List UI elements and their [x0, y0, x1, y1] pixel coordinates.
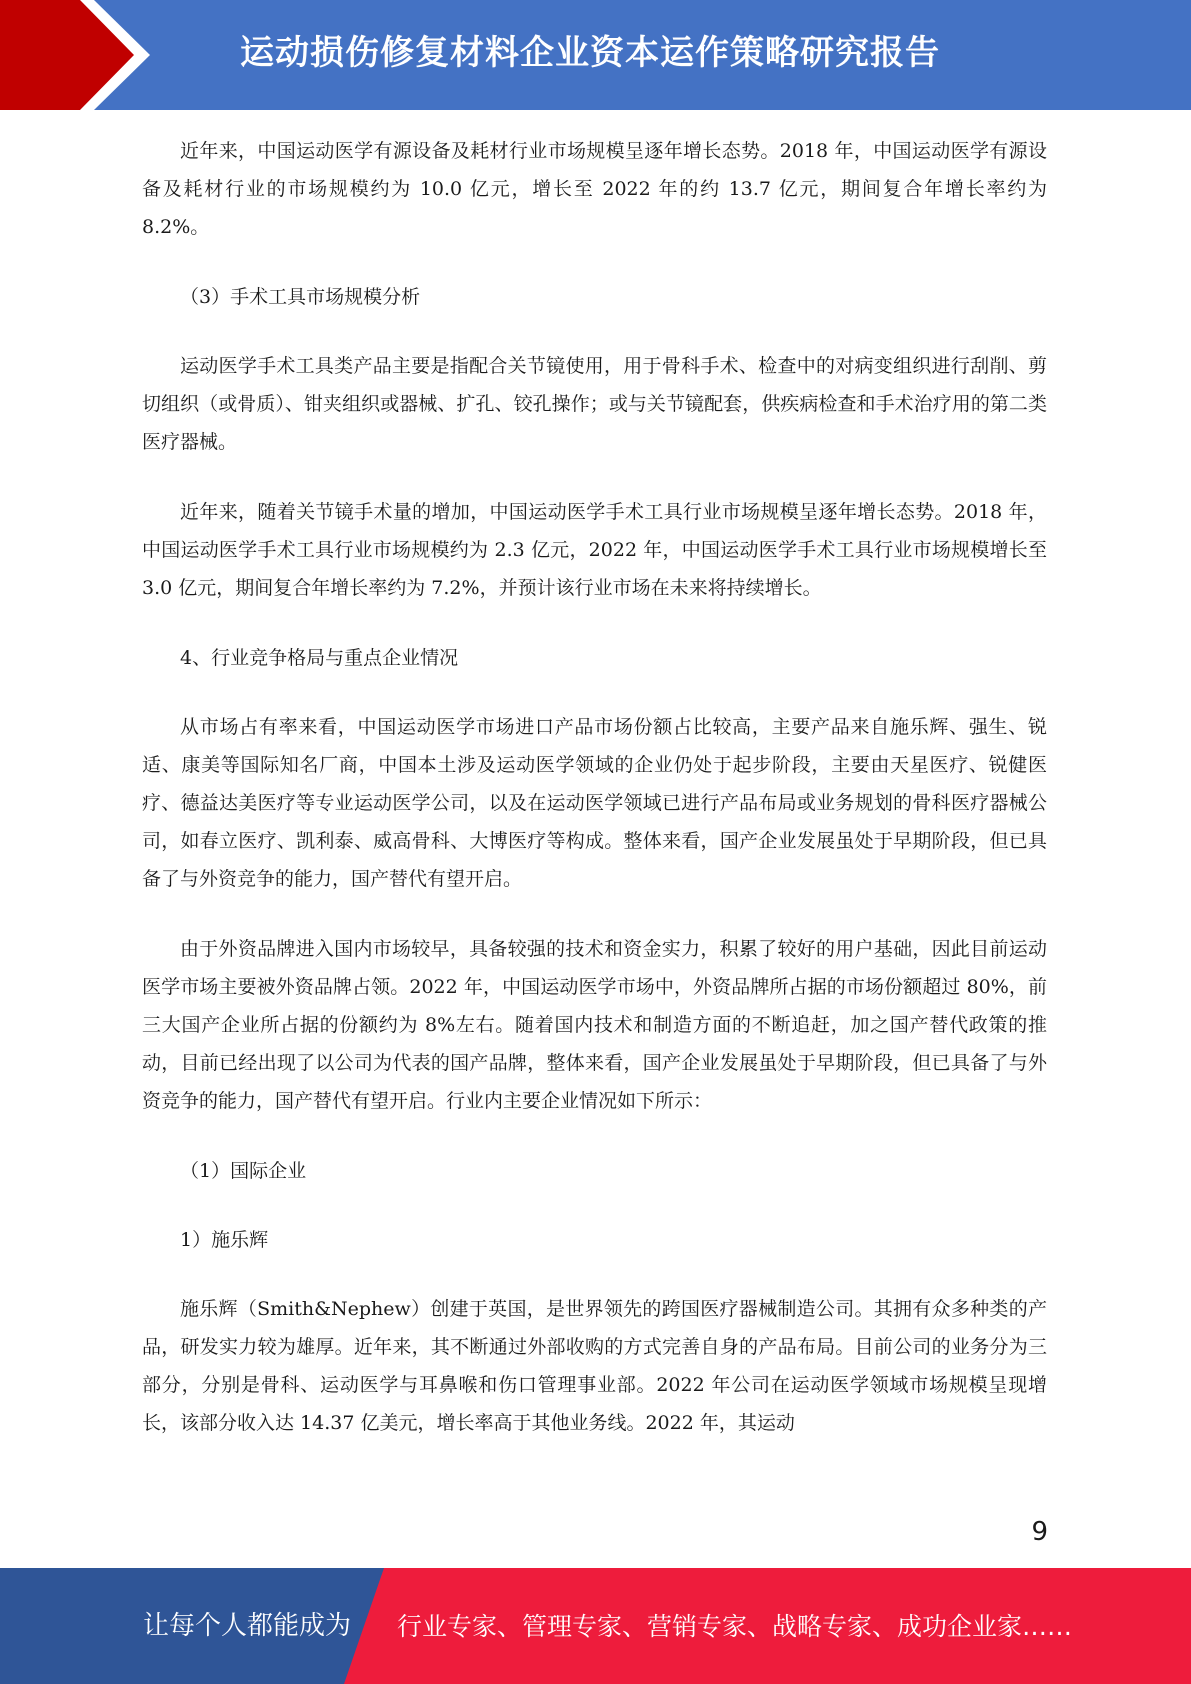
heading-international-companies: （1）国际企业 [180, 1160, 307, 1182]
paragraph-smith-nephew-profile: 施乐辉（Smith&Nephew）创建于英国，是世界领先的跨国医疗器械制造公司。其拥有众多种类的产品，研发实力较为雄厚。近年来，其不断通过外部收购的方式完善自身的产品布局。目前公司的业务分为三部分，分别是骨科、运动医学与耳鼻喉和伤口管理事业部。2022 年公司在运动医学领域市场规模呈现增长，该部分收入达 14.37 亿美元，增长率高于其他业务线。2022 年，其运动 [142, 1298, 1047, 1434]
report-title: 运动损伤修复材料企业资本运作策略研究报告 [240, 33, 940, 73]
header-banner [0, 0, 1191, 110]
heading-competition-landscape: 4、行业竞争格局与重点企业情况 [180, 647, 459, 669]
paragraph-surgical-tools-growth: 近年来，随着关节镜手术量的增加，中国运动医学手术工具行业市场规模呈逐年增长态势。2018 年，中国运动医学手术工具行业市场规模约为 2.3 亿元，2022 年，中国运动医学手术工具行业市场规模增长至 3.0 亿元，期间复合年增长率约为 7.2%，并预计该行业市场在未来将持续增长。 [142, 501, 1047, 599]
header-arrow-icon [0, 0, 160, 110]
heading-smith-nephew: 1）施乐辉 [180, 1229, 269, 1251]
paragraph-active-equipment-market: 近年来，中国运动医学有源设备及耗材行业市场规模呈逐年增长态势。2018 年，中国运动医学有源设备及耗材行业的市场规模约为 10.0 亿元，增长至 2022 年的约 13.7 亿元，期间复合年增长率约为 8.2%。 [142, 140, 1047, 238]
footer-banner [0, 1568, 1191, 1684]
paragraph-surgical-tools-definition: 运动医学手术工具类产品主要是指配合关节镜使用，用于骨科手术、检查中的对病变组织进行刮削、剪切组织（或骨质）、钳夹组织或器械、扩孔、铰孔操作；或与关节镜配套，供疾病检查和手术治疗用的第二类医疗器械。 [142, 355, 1047, 453]
header-arrow-red-chevron [0, 0, 134, 110]
footer-slogan-lead: 让每个人都能成为 [143, 1611, 352, 1641]
page-number: 9 [1031, 1517, 1048, 1547]
heading-surgical-tools-market: （3）手术工具市场规模分析 [180, 286, 421, 308]
footer-slogan-roles: 行业专家、管理专家、营销专家、战略专家、成功企业家…… [397, 1612, 1073, 1641]
document-body [142, 132, 1047, 1474]
paragraph-market-share-overview: 从市场占有率来看，中国运动医学市场进口产品市场份额占比较高，主要产品来自施乐辉、强生、锐适、康美等国际知名厂商，中国本土涉及运动医学领域的企业仍处于起步阶段，主要由天星医疗、锐健医疗、德益达美医疗等专业运动医学公司，以及在运动医学领域已进行产品布局或业务规划的骨科医疗器械公司，如春立医疗、凯利泰、威高骨科、大博医疗等构成。整体来看，国产企业发展虽处于早期阶段，但已具备了与外资竞争的能力，国产替代有望开启。 [142, 716, 1047, 890]
paragraph-foreign-brands-dominance: 由于外资品牌进入国内市场较早，具备较强的技术和资金实力，积累了较好的用户基础，因此目前运动医学市场主要被外资品牌占领。2022 年，中国运动医学市场中，外资品牌所占据的市场份额超过 80%，前三大国产企业所占据的份额约为 8%左右。随着国内技术和制造方面的不断追赶，加之国产替代政策的推动，目前已经出现了以公司为代表的国产品牌，整体来看，国产企业发展虽处于早期阶段，但已具备了与外资竞争的能力，国产替代有望开启。行业内主要企业情况如下所示： [142, 938, 1047, 1112]
